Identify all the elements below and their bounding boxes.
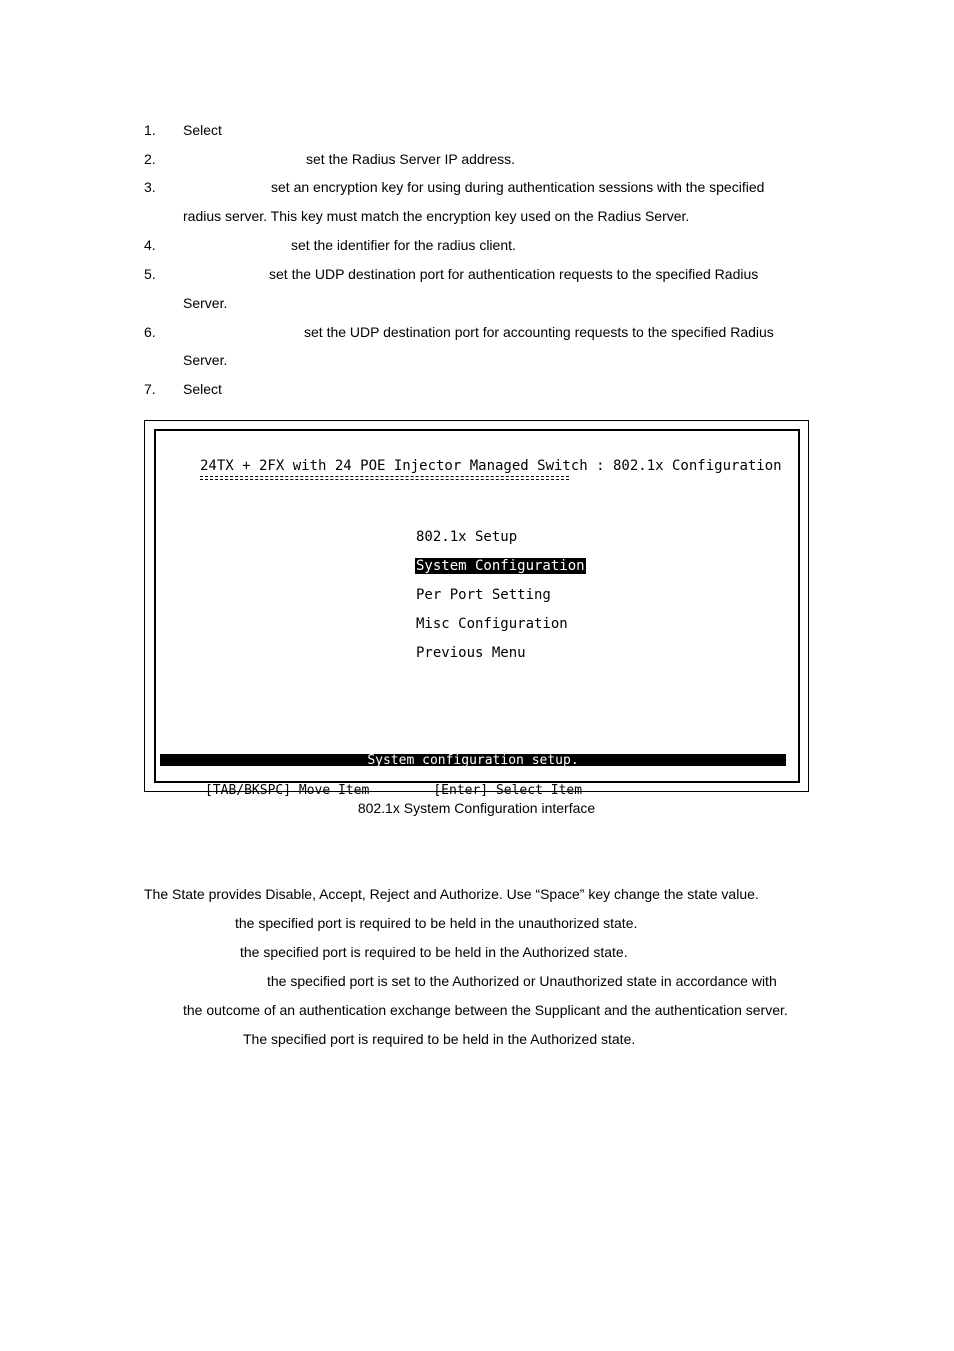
menu-item-misc-configuration[interactable]: Misc Configuration (416, 616, 568, 632)
step-number: 1. (144, 122, 156, 138)
state-intro: The State provides Disable, Accept, Reject and Authorize. Use “Space” key change the state value. (144, 886, 759, 902)
menu-item-per-port-setting[interactable]: Per Port Setting (416, 587, 551, 603)
state-authorize-desc-cont: the outcome of an authentication exchange between the Supplicant and the authentication server. (183, 1002, 788, 1018)
step-6-continuation: Server. (183, 352, 228, 368)
step-text: Select (183, 381, 222, 397)
step-number: 6. (144, 324, 156, 340)
step-number: 4. (144, 237, 156, 253)
state-reject-desc: The specified port is required to be held in the Authorized state. (243, 1031, 636, 1047)
terminal-screenshot (144, 420, 809, 798)
status-bar: System configuration setup. (160, 754, 786, 766)
step-number: 5. (144, 266, 156, 282)
state-accept-desc: the specified port is required to be held in the Authorized state. (240, 944, 628, 960)
title-underline (200, 476, 569, 480)
menu-item-8021x-setup[interactable]: 802.1x Setup (416, 529, 518, 545)
step-text: set the identifier for the radius client. (291, 237, 516, 253)
step-number: 2. (144, 151, 156, 167)
step-text: Select (183, 122, 222, 138)
figure-caption: 802.1x System Configuration interface (357, 800, 596, 816)
step-text: set the UDP destination port for authentication requests to the specified Radius (269, 266, 759, 282)
terminal-screen (154, 429, 800, 798)
step-number: 3. (144, 179, 156, 195)
terminal-title: 24TX + 2FX with 24 POE Injector Managed Switch : 802.1x Configuration (200, 458, 782, 474)
step-text: set the Radius Server IP address. (306, 151, 516, 167)
step-5-continuation: Server. (183, 295, 228, 311)
menu-item-system-configuration[interactable]: System Configuration (416, 558, 585, 574)
state-authorize-desc: the specified port is set to the Authorized or Unauthorized state in accordance with (267, 973, 777, 989)
state-disable-desc: the specified port is required to be held in the unauthorized state. (235, 915, 638, 931)
help-select-item: [Enter] Select Item (433, 783, 583, 798)
step-number: 7. (144, 381, 156, 397)
step-3-continuation: radius server. This key must match the encryption key used on the Radius Server. (183, 208, 690, 224)
step-text: set an encryption key for using during authentication sessions with the specified (271, 179, 765, 195)
step-text: set the UDP destination port for accounting requests to the specified Radius (304, 324, 774, 340)
help-move-item: [TAB/BKSPC] Move Item (204, 783, 370, 798)
menu-item-previous-menu[interactable]: Previous Menu (416, 645, 526, 661)
